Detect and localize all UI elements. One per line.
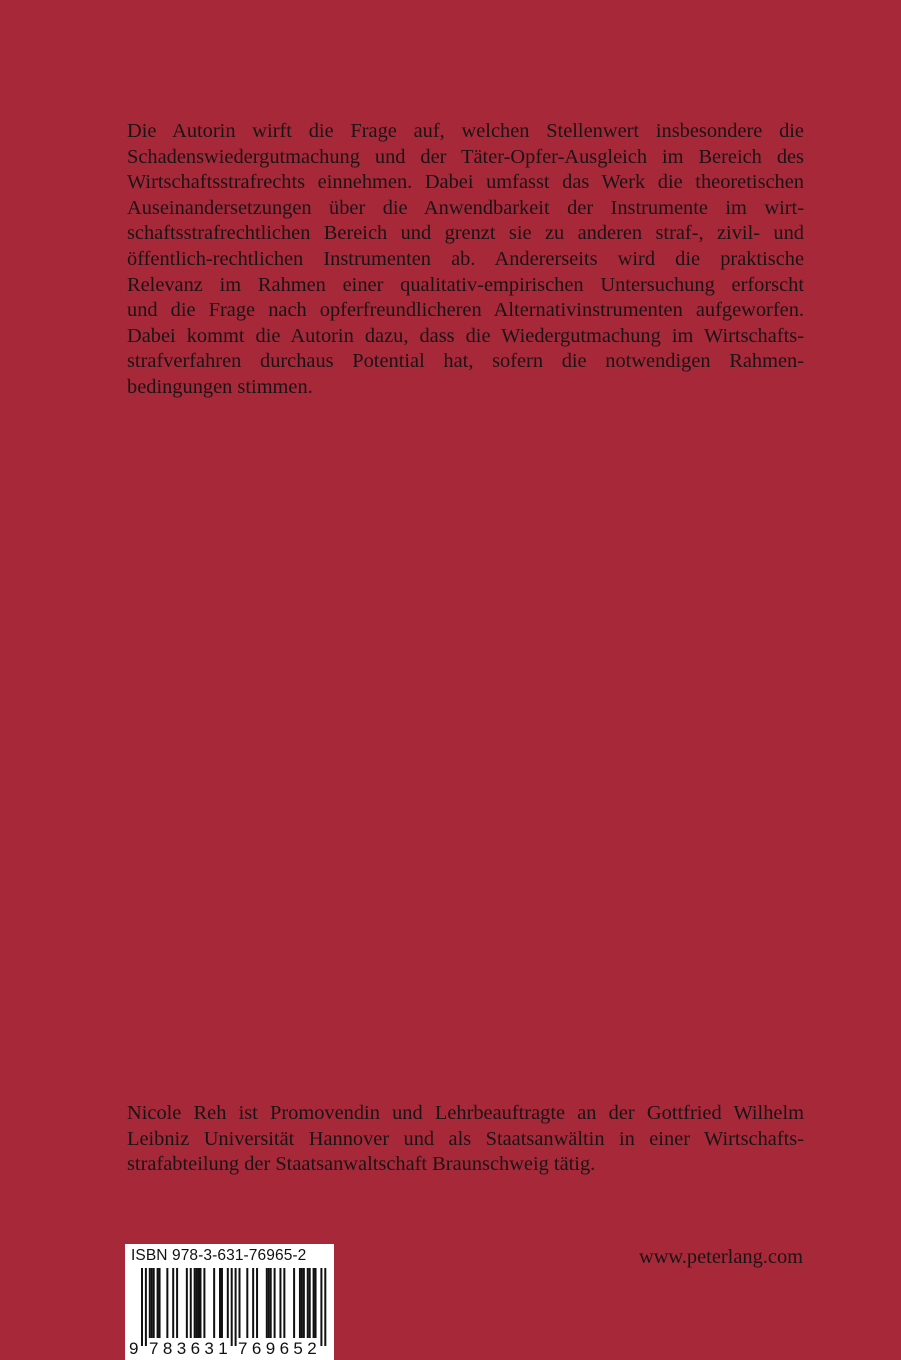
barcode-bar — [153, 1268, 155, 1338]
barcode-bar — [196, 1268, 198, 1338]
abstract-line: strafverfahren durchaus Potential hat, sofern die notwendigen Rahmen- — [127, 350, 804, 373]
barcode-bar — [299, 1268, 301, 1338]
abstract-line: und die Frage nach opferfreundlicheren Alternativinstrumenten aufgeworfen. — [127, 299, 804, 322]
barcode-bar — [252, 1268, 254, 1338]
abstract-line: öffentlich-rechtlichen Instrumenten ab. Andererseits wird die praktische — [127, 247, 804, 270]
abstract-line: schaftsstrafrechtlichen Bereich und grenzt sie zu anderen straf-, zivil- und — [127, 222, 804, 245]
barcode-bar — [256, 1268, 258, 1338]
barcode-bar — [151, 1268, 153, 1338]
barcode-bar — [303, 1268, 305, 1338]
barcode-bar — [270, 1268, 272, 1338]
barcode-first-digit: 9 — [129, 1339, 139, 1358]
barcode-bar — [176, 1268, 178, 1338]
barcode-bar — [203, 1268, 205, 1338]
bio-line: Leibniz Universität Hannover und als Staatsanwältin in einer Wirtschafts- — [127, 1127, 804, 1150]
abstract-line: Relevanz im Rahmen einer qualitativ-empirischen Untersuchung erforscht — [127, 273, 804, 296]
abstract-line: Auseinandersetzungen über die Anwendbarkeit der Instrumente im wirt- — [127, 196, 804, 219]
barcode-bar — [194, 1268, 196, 1338]
barcode-left-digits: 783631 — [149, 1339, 233, 1358]
barcode-guard-bar — [231, 1268, 233, 1346]
barcode-bar — [200, 1268, 202, 1338]
barcode-right-digits: 769652 — [238, 1339, 322, 1358]
barcode-bar — [301, 1268, 303, 1338]
isbn-label: ISBN 978-3-631-76965-2 — [131, 1247, 307, 1264]
barcode-bar — [166, 1268, 168, 1338]
barcode-bar — [313, 1268, 315, 1338]
barcode-bar — [227, 1268, 229, 1338]
barcode-bar — [307, 1268, 309, 1338]
barcode-bar — [219, 1268, 221, 1338]
abstract-line: Dabei kommt die Autorin dazu, dass die Wiedergutmachung im Wirtschafts- — [127, 324, 804, 347]
barcode-bar — [309, 1268, 311, 1338]
isbn-barcode — [125, 1244, 334, 1360]
bio-line: strafabteilung der Staatsanwaltschaft Braunschweig tätig. — [127, 1153, 596, 1176]
barcode-bar — [315, 1268, 317, 1338]
barcode-guard-bar — [324, 1268, 326, 1346]
barcode-bar — [246, 1268, 248, 1338]
author-bio — [127, 1101, 804, 1178]
barcode-bar — [279, 1268, 281, 1338]
abstract-line: Die Autorin wirft die Frage auf, welchen Stellenwert insbesondere die — [127, 120, 804, 142]
barcode-bar — [266, 1268, 268, 1338]
barcode-bar — [186, 1268, 188, 1338]
barcode-bar — [293, 1268, 295, 1338]
barcode-bar — [149, 1268, 151, 1338]
barcode-bar — [274, 1268, 276, 1338]
barcode-guard-bar — [320, 1268, 322, 1346]
barcode-bar — [221, 1268, 223, 1338]
barcode-bar — [190, 1268, 192, 1338]
abstract-text — [127, 119, 804, 401]
abstract-line: Schadenswiedergutmachung und der Täter-Opfer-Ausgleich im Bereich des — [127, 145, 804, 168]
barcode-bar — [239, 1268, 241, 1338]
abstract-line: bedingungen stimmen. — [127, 375, 313, 398]
barcode-bar — [172, 1268, 174, 1338]
barcode-bar — [213, 1268, 215, 1338]
barcode-bar — [159, 1268, 161, 1338]
publisher-website[interactable]: www.peterlang.com — [638, 1246, 803, 1268]
barcode-guard-bar — [141, 1268, 143, 1346]
barcode-bar — [157, 1268, 159, 1338]
barcode-bar — [198, 1268, 200, 1338]
barcode-bar — [283, 1268, 285, 1338]
bio-line: Nicole Reh ist Promovendin und Lehrbeauftragte an der Gottfried Wilhelm — [127, 1102, 804, 1124]
abstract-line: Wirtschaftsstrafrechts einnehmen. Dabei umfasst das Werk die theoretischen — [127, 171, 804, 194]
barcode-guard-bar — [145, 1268, 147, 1346]
barcode-bars — [129, 1268, 330, 1346]
barcode-guard-bar — [235, 1268, 237, 1346]
barcode-bar — [268, 1268, 270, 1338]
